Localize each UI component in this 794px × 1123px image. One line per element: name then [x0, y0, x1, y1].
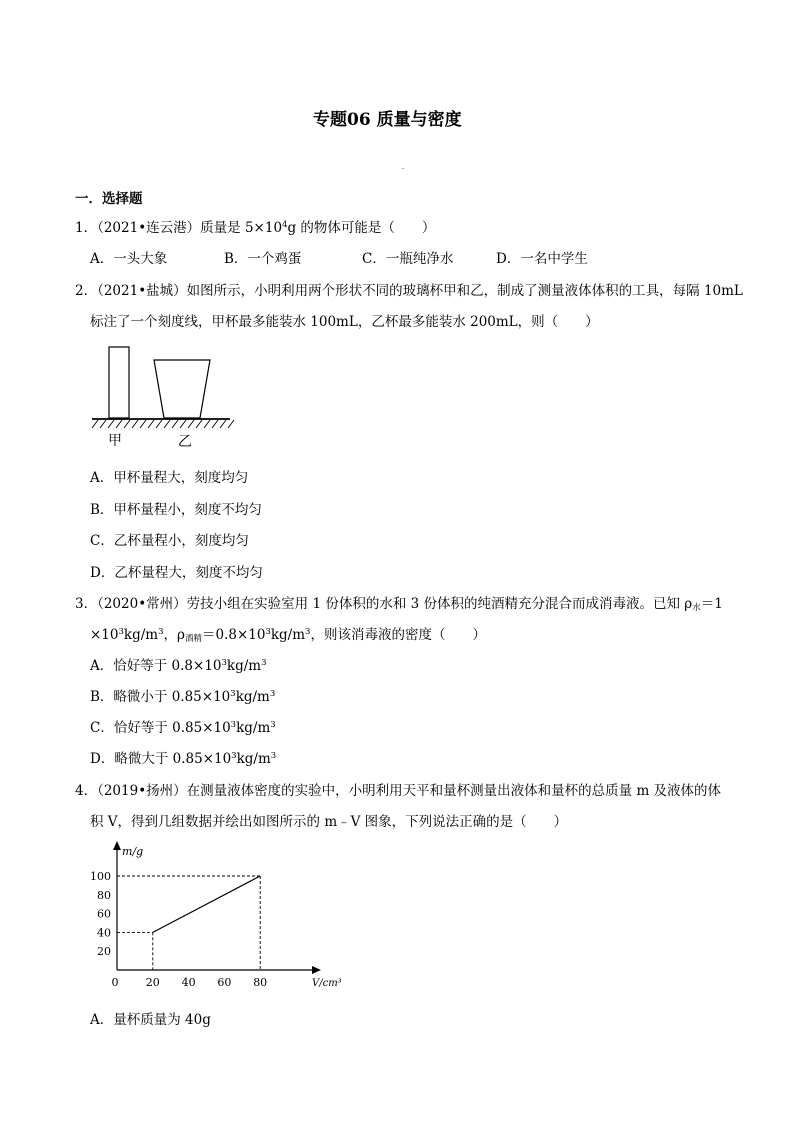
q4-line-2: 积 V，得到几组数据并绘出如图所示的 m﹣V 图象，下列说法正确的是（ ）	[90, 814, 568, 830]
page-title: 专题06 质量与密度	[313, 110, 462, 130]
y-tick-label: 60	[97, 907, 111, 921]
q3-opt-b-pre: B．略微小于 0.85×10	[90, 689, 231, 705]
cup-yi	[154, 360, 210, 418]
q1-stem-b: g 的物体可能是（ ）	[287, 220, 436, 236]
q3-l2-e: kg/m	[270, 627, 306, 643]
y-axis-arrow	[113, 841, 121, 850]
q4-line-1: 4．（2019•扬州）在测量液体密度的实验中，小明利用天平和量杯测量出液体和量杯的总质量 m 及液体的体	[75, 783, 722, 799]
x-tick-label: 40	[181, 976, 196, 989]
q3-l1-sub: 水	[692, 603, 701, 613]
label-jia: 甲	[108, 433, 122, 449]
q3-l2-b: kg/m	[123, 627, 159, 643]
q3-opt-a-exp1: 3	[221, 658, 227, 668]
q3-option-b	[90, 685, 275, 705]
q3-line-2	[90, 623, 486, 643]
q3-l2-exp2: 3	[158, 627, 164, 637]
y-axis-label: m/g	[122, 845, 144, 858]
cup-jia	[109, 347, 129, 418]
q3-l2-c: ，ρ	[163, 627, 185, 643]
q3-option-c	[90, 716, 276, 736]
q3-opt-a-pre: A．恰好等于 0.8×10	[90, 658, 222, 674]
q3-opt-a-unit: kg/m	[226, 658, 262, 674]
x-axis-arrow	[312, 966, 321, 974]
q3-opt-d-exp1: 3	[231, 751, 237, 761]
question-1	[75, 216, 435, 236]
q2-line-2: 标注了一个刻度线，甲杯最多能装水 100mL，乙杯最多能装水 200mL，则（ ）	[90, 314, 599, 330]
q3-line-1	[75, 592, 723, 612]
q3-l2-a: ×10	[90, 627, 119, 643]
q3-l1-a: 3．（2020•常州）劳技小组在实验室用 1 份体积的水和 3 份体积的纯酒精充分混合而成消毒液。已知 ρ	[75, 596, 693, 612]
section-heading: 一．选择题	[75, 191, 143, 207]
q3-opt-c-exp2: 3	[270, 720, 276, 730]
q3-opt-c-exp1: 3	[230, 720, 237, 730]
q3-opt-a-exp2: 3	[261, 658, 267, 668]
q3-l2-exp4: 3	[305, 627, 311, 637]
label-yi: 乙	[178, 434, 192, 450]
q1-option-a: A．一头大象	[90, 251, 168, 267]
q3-opt-b-exp2: 3	[269, 689, 276, 699]
q1-option-b: B．一个鸡蛋	[224, 251, 302, 267]
q3-option-d	[90, 747, 276, 767]
cups-figure	[90, 342, 240, 450]
stray-dot	[402, 168, 404, 169]
y-tick-label: 40	[97, 926, 111, 940]
q3-opt-c-unit: kg/m	[236, 720, 271, 736]
x-tick-label: 60	[217, 976, 232, 989]
y-tick-label: 100	[90, 870, 111, 883]
q3-opt-d-pre: D．略微大于 0.85×10	[90, 751, 232, 767]
q3-opt-c-pre: C．恰好等于 0.85×10	[90, 720, 231, 736]
q1-option-c: C．一瓶纯净水	[362, 251, 454, 267]
q2-option-d: D．乙杯量程大，刻度不均匀	[90, 565, 263, 581]
q1-exp: 4	[282, 220, 288, 230]
q3-l2-d: ＝0.8×10	[201, 627, 266, 643]
q1-option-d: D．一名中学生	[496, 251, 588, 267]
q2-option-a: A．甲杯量程大，刻度均匀	[90, 470, 249, 486]
q3-opt-d-exp2: 3	[270, 751, 277, 761]
q3-l1-b: ＝1	[700, 596, 723, 612]
ground-hatching	[92, 420, 234, 428]
q4-option-a: A．量杯质量为 40g	[90, 1012, 211, 1028]
q3-l2-exp3: 3	[265, 627, 271, 637]
q2-option-c: C．乙杯量程小，刻度均匀	[90, 533, 249, 549]
q3-option-a	[90, 654, 267, 674]
x-tick-label: 20	[145, 976, 160, 989]
y-tick-label: 20	[97, 945, 111, 959]
q3-l2-sub: 酒精	[184, 634, 202, 644]
q2-line-1: 2．（2021•盐城）如图所示，小明利用两个形状不同的玻璃杯甲和乙，制成了测量液体体积的工具，每隔 10mL	[75, 283, 743, 299]
q3-opt-b-unit: kg/m	[235, 689, 270, 705]
x-tick-label: 0	[111, 976, 119, 989]
mv-chart	[80, 838, 360, 993]
q2-option-b: B．甲杯量程小，刻度不均匀	[90, 502, 262, 518]
series-line	[153, 876, 260, 932]
q3-opt-b-exp1: 3	[230, 689, 236, 699]
x-tick-label: 80	[253, 976, 268, 989]
q3-l2-f: ，则该消毒液的密度（ ）	[310, 627, 486, 643]
x-axis-label: V/cm³	[312, 978, 342, 989]
y-tick-label: 80	[97, 888, 111, 902]
q1-stem-a: 1．（2021•连云港）质量是 5×10	[75, 220, 283, 236]
q3-opt-d-unit: kg/m	[236, 751, 271, 767]
q3-l2-exp1: 3	[118, 627, 124, 637]
